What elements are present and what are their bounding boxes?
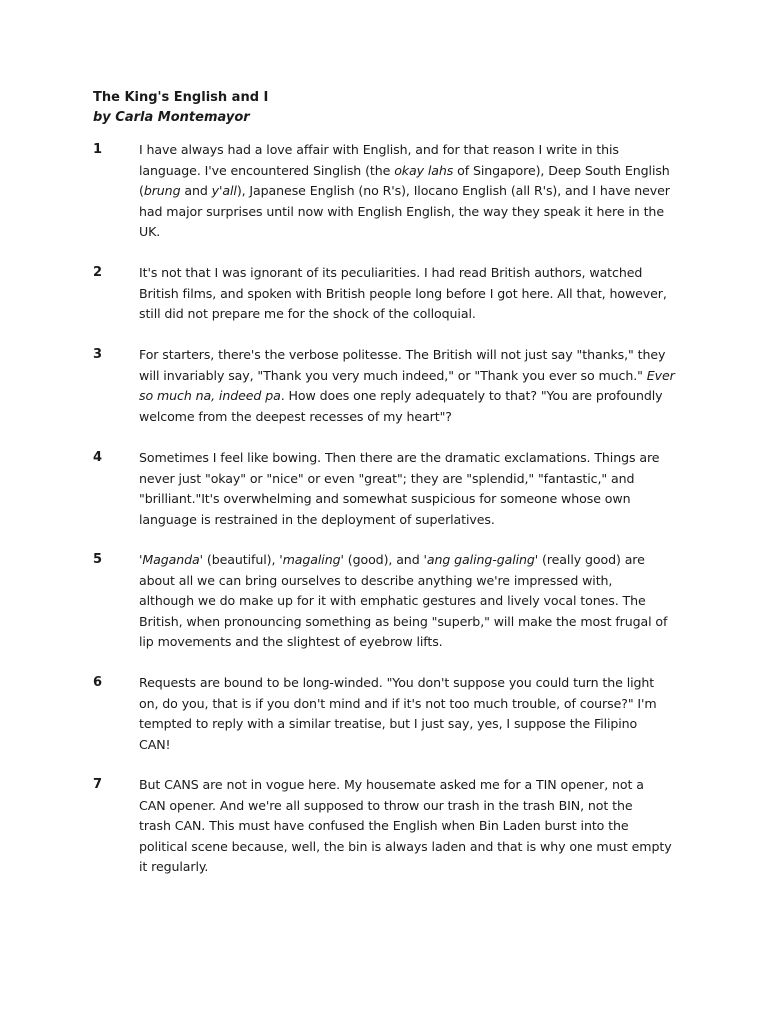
italic-term: Ever xyxy=(646,367,675,383)
italic-term: okay lahs xyxy=(394,162,454,178)
italic-term: brung xyxy=(143,183,181,198)
paragraph-number: 6 xyxy=(93,675,103,690)
paragraph-line: lip movements and the slightest of eyebrow lifts. xyxy=(139,634,443,649)
paragraph-line: For starters, there's the verbose politesse. The British will not just say "thanks," they xyxy=(139,347,666,362)
paragraph-line: British, when pronouncing something as being "superb," will make the most frugal of xyxy=(139,613,668,629)
paragraph-line: "brilliant."It's overwhelming and somewhat suspicious for someone whose own xyxy=(139,491,631,506)
paragraph-number: 1 xyxy=(93,142,103,157)
paragraph-text xyxy=(139,775,687,878)
paragraph-text xyxy=(139,263,687,325)
italic-term: y'all xyxy=(211,183,237,198)
paragraph-line: it regularly. xyxy=(139,859,209,874)
paragraph-text xyxy=(139,345,687,427)
paragraph-number: 3 xyxy=(93,347,103,362)
paragraph-line: about all we can bring ourselves to describe anything we're impressed with, xyxy=(139,572,613,588)
paragraph-line: had major surprises until now with English English, the way they speak it here in the xyxy=(139,203,664,219)
paragraph-line: trash CAN. This must have confused the English when Bin Laden burst into the xyxy=(139,818,629,833)
paragraph-number: 2 xyxy=(93,265,103,280)
paragraph-line: on, do you, that is if you don't mind and if it's not too much trouble, of course?" I'm xyxy=(139,695,657,711)
paragraph-line: still did not prepare me for the shock of the colloquial. xyxy=(139,306,476,321)
italic-term: 'Maganda' xyxy=(139,552,204,567)
paragraph-number: 5 xyxy=(93,552,103,567)
paragraph-text xyxy=(139,140,687,243)
paragraph-line: political scene because, well, the bin is always laden and that is why one must empty xyxy=(139,838,672,854)
paragraph-line: Sometimes I feel like bowing. Then there are the dramatic exclamations. Things are xyxy=(139,450,660,465)
paragraph-line: Requests are bound to be long-winded. "You don't suppose you could turn the light xyxy=(139,675,655,690)
paragraph-line: It's not that I was ignorant of its peculiarities. I had read British authors, watched xyxy=(139,265,643,280)
italic-term: 'magaling' xyxy=(279,552,344,567)
paragraph-text xyxy=(139,673,687,755)
paragraph-line: will invariably say, "Thank you very much indeed," or "Thank you ever so much." Ever xyxy=(139,367,675,383)
italic-term: so much na, indeed pa xyxy=(139,388,281,403)
paragraph-line: tempted to reply with a similar treatise, but I just say, yes, I suppose the Filipino xyxy=(139,716,638,731)
paragraph-line: CAN opener. And we're all supposed to throw our trash in the trash BIN, not the xyxy=(139,797,633,813)
paragraph-line: so much na, indeed pa. How does one reply adequately to that? "You are profoundly xyxy=(139,388,663,403)
paragraph-line: CAN! xyxy=(139,736,171,752)
paragraph-line: British films, and spoken with British people long before I got here. All that, however, xyxy=(139,285,667,301)
paragraph-line: language is restrained in the deployment of superlatives. xyxy=(139,511,495,527)
paragraph-number: 7 xyxy=(93,777,103,792)
paragraph-line: (brung and y'all), Japanese English (no R's), Ilocano English (all R's), and I have never xyxy=(139,183,670,198)
paragraph-text xyxy=(139,448,687,530)
italic-term: 'ang galing-galing' xyxy=(423,552,539,567)
paragraph-line: never just "okay" or "nice" or even "great"; they are "splendid," "fantastic," and xyxy=(139,470,635,486)
paragraph-text xyxy=(139,550,687,653)
paragraph-line: welcome from the deepest recesses of my heart"? xyxy=(139,408,452,424)
document-title: The King's English and I xyxy=(93,90,269,105)
paragraph-number: 4 xyxy=(93,450,103,465)
paragraph-line: But CANS are not in vogue here. My housemate asked me for a TIN opener, not a xyxy=(139,777,644,792)
paragraph-line: 'Maganda' (beautiful), 'magaling' (good), and 'ang galing-galing' (really good) are xyxy=(139,552,645,567)
paragraph-line: UK. xyxy=(139,224,161,239)
paragraph-line: I have always had a love affair with English, and for that reason I write in this xyxy=(139,142,619,157)
author-byline: by Carla Montemayor xyxy=(93,110,250,125)
paragraph-line: although we do make up for it with emphatic gestures and lively vocal tones. The xyxy=(139,593,646,608)
document-header xyxy=(93,88,693,128)
paragraph-line: language. I've encountered Singlish (the okay lahs of Singapore), Deep South English xyxy=(139,162,670,178)
